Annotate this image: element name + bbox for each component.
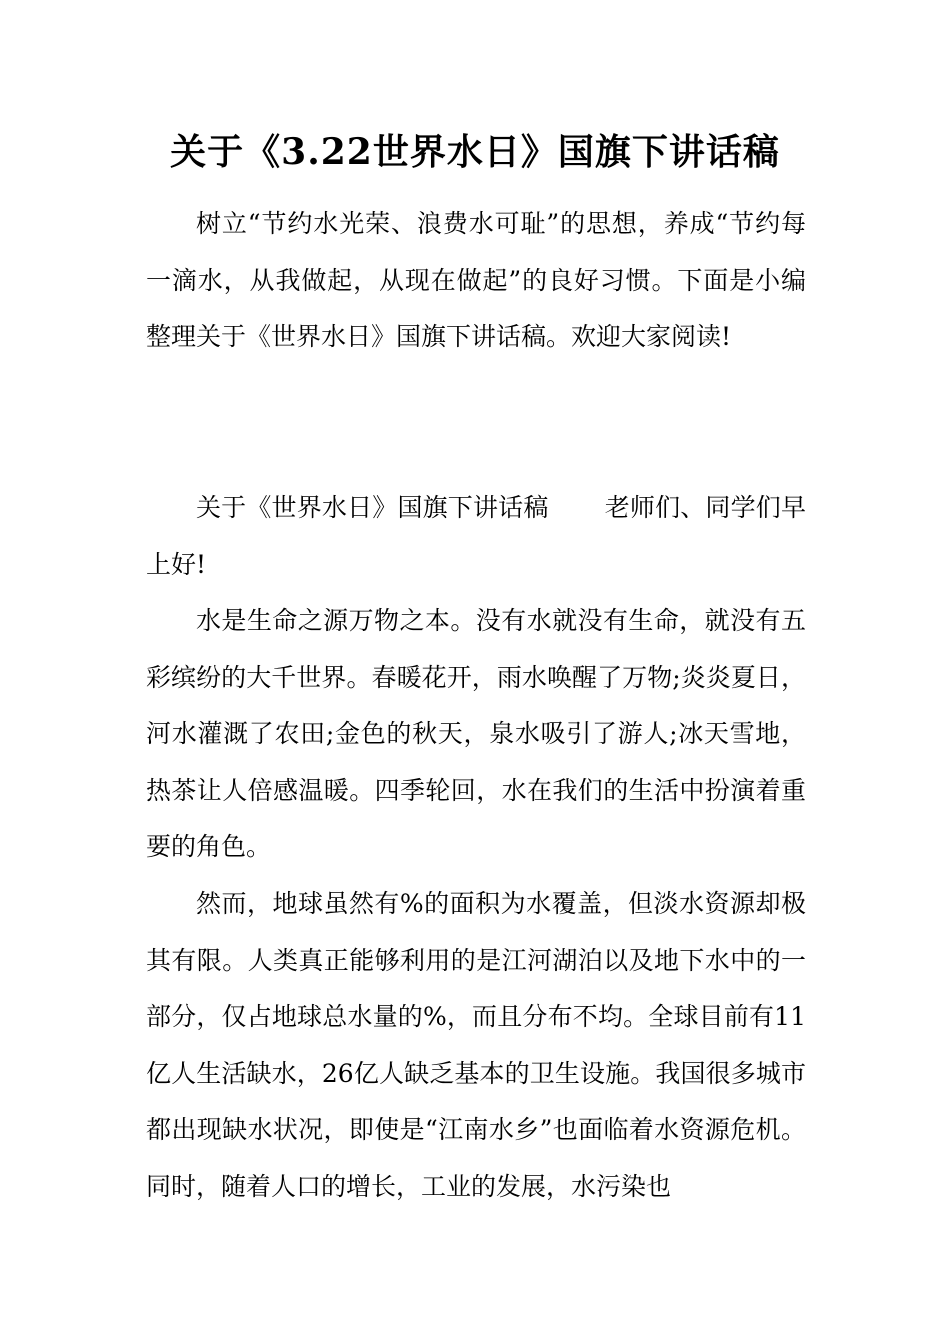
body-paragraph-1: 水是生命之源万物之本。没有水就没有生命，就没有五彩缤纷的大千世界。春暖花开，雨水唤醒了万物;炎炎夏日，河水灌溉了农田;金色的秋天，泉水吸引了游人;冰天雪地，热茶让人倍感温暖。四季轮回，水在我们的生活中扮演着重要的角色。 [146,606,806,862]
greeting: 老师们、同学们早上好! [146,493,806,579]
document-title: 关于《3.22世界水日》国旗下讲话稿 [170,131,780,173]
intro-paragraph: 树立“节约水光荣、浪费水可耻”的思想，养成“节约每一滴水，从我做起，从现在做起”的良好习惯。下面是小编整理关于《世界水日》国旗下讲话稿。欢迎大家阅读! [146,209,806,352]
speech-heading-paragraph [146,480,806,593]
speech-heading: 关于《世界水日》国旗下讲话稿 [196,493,549,522]
body-paragraph-2: 然而，地球虽然有%的面积为水覆盖，但淡水资源却极其有限。人类真正能够利用的是江河湖泊以及地下水中的一部分，仅占地球总水量的%，而且分布不均。全球目前有11亿人生活缺水，26亿人缺乏基本的卫生设施。我国很多城市都出现缺水状况，即使是“江南水乡”也面临着水资源危机。同时，随着人口的增长，工业的发展，水污染也 [146,889,806,1201]
